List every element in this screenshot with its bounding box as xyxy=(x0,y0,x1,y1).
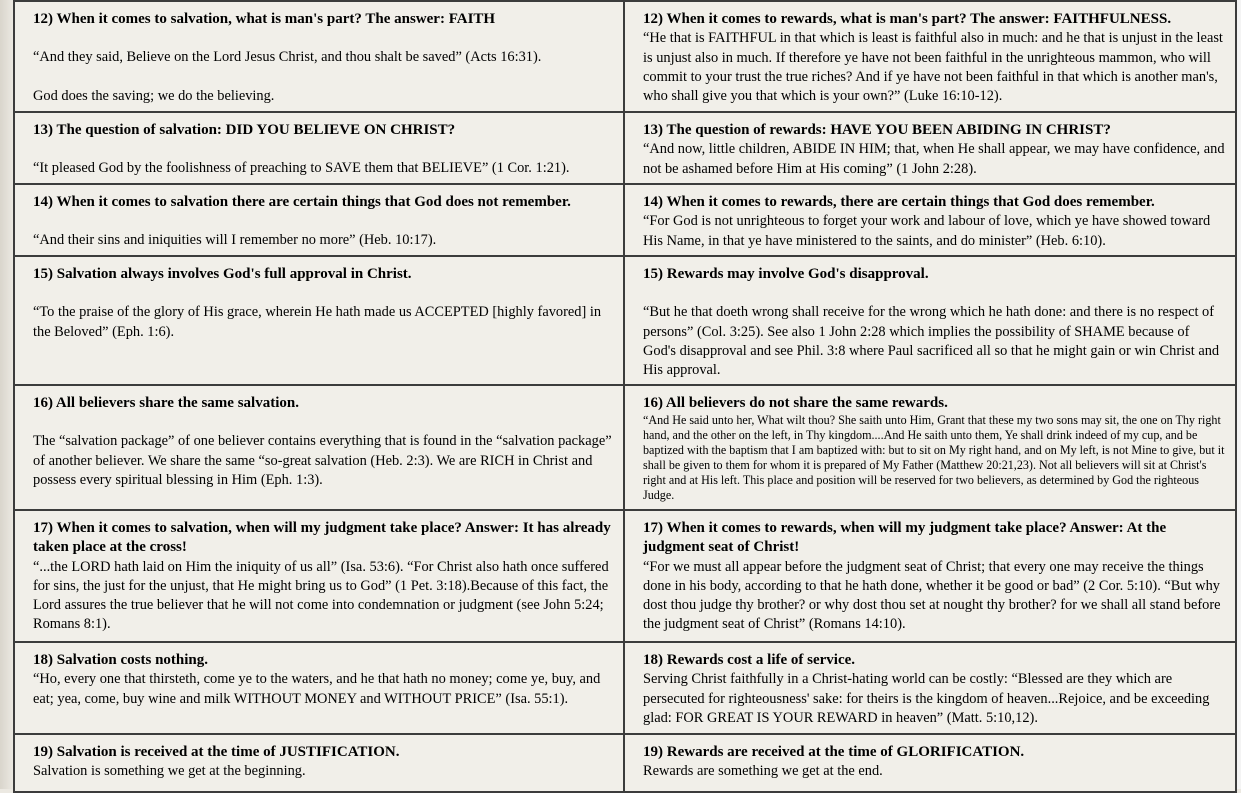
cell-heading: 13) The question of salvation: DID YOU BELIEVE ON CHRIST? xyxy=(33,122,456,138)
table-row xyxy=(14,1,1236,112)
cell-heading: 18) Salvation costs nothing. xyxy=(33,652,209,668)
cell-text: “He that is FAITHFUL in that which is least is faithful also in much: and he that is unjust in the least is unjust also in much. If therefore ye have not been faithful in the unrighteous mammon, who will commit to your trust the true riches? And if ye have not been faithful in that which is another man's, who shall give you that which is your own?” (Luke 16:10-12). xyxy=(643,30,1223,105)
cell-heading: 14) When it comes to rewards, there are certain things that God does remember. xyxy=(643,194,1155,210)
salvation-cell xyxy=(14,385,624,510)
cell-heading: 19) Salvation is received at the time of JUSTIFICATION. xyxy=(33,744,400,760)
cell-text: Salvation is something we get at the beginning. xyxy=(33,763,306,780)
cell-heading: 16) All believers do not share the same rewards. xyxy=(643,395,948,411)
salvation-cell xyxy=(14,256,624,385)
cell-heading: 16) All believers share the same salvation. xyxy=(33,395,299,411)
cell-heading: 12) When it comes to salvation, what is man's part? The answer: FAITH xyxy=(33,11,496,27)
table-row xyxy=(14,734,1236,792)
cell-text: “But he that doeth wrong shall receive for the wrong which he hath done: and there is no respect of persons” (Col. 3:25). See also 1 John 2:28 which implies the possibility of SHAME because of God's disapproval and see Phil. 3:8 where Paul sacrificed all so that he might gain or win Christ and His approval. xyxy=(643,304,1220,379)
rewards-cell xyxy=(624,385,1236,510)
cell-text: The “salvation package” of one believer contains everything that is found in the “salvation package” of another believer. We share the same “so-great salvation (Heb. 2:3). We are RICH in Christ and possess every spiritual blessing in Him (Eph. 1:3). xyxy=(33,433,612,488)
rewards-cell xyxy=(624,642,1236,734)
cell-text: Serving Christ faithfully in a Christ-hating world can be costly: “Blessed are they which are persecuted for righteousness' sake: for theirs is the kingdom of heaven...Rejoice, and be exceeding glad: FOR GREAT IS YOUR REWARD in heaven” (Matt. 5:10,12). xyxy=(643,671,1210,726)
rewards-cell xyxy=(624,112,1236,184)
salvation-cell xyxy=(14,112,624,184)
page-left-margin xyxy=(0,0,13,789)
cell-heading: 19) Rewards are received at the time of GLORIFICATION. xyxy=(643,744,1025,760)
table-row xyxy=(14,112,1236,184)
cell-text: “And now, little children, ABIDE IN HIM; that, when He shall appear, we may have confidence, and not be ashamed before Him at His coming” (1 John 2:28). xyxy=(643,141,1225,177)
cell-heading: 14) When it comes to salvation there are certain things that God does not remember. xyxy=(33,194,571,210)
table-row xyxy=(14,642,1236,734)
rewards-cell xyxy=(624,1,1236,112)
rewards-cell xyxy=(624,184,1236,256)
cell-text: “And they said, Believe on the Lord Jesus Christ, and thou shalt be saved” (Acts 16:31). xyxy=(33,49,542,66)
salvation-cell xyxy=(14,642,624,734)
cell-text: “Ho, every one that thirsteth, come ye to the waters, and he that hath no money; come ye, buy, and eat; yea, come, buy wine and milk WITHOUT MONEY and WITHOUT PRICE” (Isa. 55:1). xyxy=(33,671,601,707)
rewards-cell xyxy=(624,510,1236,642)
cell-text: “For God is not unrighteous to forget your work and labour of love, which ye have showed toward His Name, in that ye have ministered to the saints, and do minister” (Heb. 6:10). xyxy=(643,213,1211,249)
cell-heading: 15) Rewards may involve God's disapproval. xyxy=(643,266,929,282)
cell-heading: 13) The question of rewards: HAVE YOU BEEN ABIDING IN CHRIST? xyxy=(643,122,1111,138)
cell-text: “And their sins and iniquities will I remember no more” (Heb. 10:17). xyxy=(33,232,437,249)
comparison-table-container xyxy=(13,0,1235,793)
rewards-cell xyxy=(624,256,1236,385)
cell-text: “...the LORD hath laid on Him the iniquity of us all” (Isa. 53:6). “For Christ also hath once suffered for sins, the just for the unjust, that He might bring us to God” (1 Pet. 3:18).Because of this fact, the Lord assures the true believer that he will not come into condemnation or judgment (see John 5:24; Romans 8:1). xyxy=(33,558,609,633)
salvation-vs-rewards-table xyxy=(13,0,1237,793)
table-row xyxy=(14,385,1236,510)
cell-heading: 18) Rewards cost a life of service. xyxy=(643,652,856,668)
cell-text: Rewards are something we get at the end. xyxy=(643,763,883,780)
rewards-cell xyxy=(624,734,1236,792)
salvation-cell xyxy=(14,510,624,642)
salvation-cell xyxy=(14,1,624,112)
table-row xyxy=(14,184,1236,256)
table-row xyxy=(14,510,1236,642)
cell-heading: 17) When it comes to rewards, when will my judgment take place? Answer: At the judgment seat of Christ! xyxy=(643,520,1167,556)
cell-text: “It pleased God by the foolishness of preaching to SAVE them that BELIEVE” (1 Cor. 1:21). xyxy=(33,160,570,177)
cell-text: “And He said unto her, What wilt thou? She saith unto Him, Grant that these my two sons may sit, the one on Thy right hand, and the other on the left, in Thy kingdom....And He saith unto them, Ye shall drink indeed of my cup, and be baptized with the baptism that I am baptized with: but to sit on My right hand, and on My left, is not Mine to give, but it shall be given to them for whom it is prepared of My Father (Matthew 20:21,23). Not all believers will sit at Christ's right and at His left. This place and position will be reserved for two believers, as determined by God the righteous Judge. xyxy=(643,413,1225,503)
salvation-cell xyxy=(14,184,624,256)
cell-text: God does the saving; we do the believing. xyxy=(33,87,275,104)
cell-heading: 17) When it comes to salvation, when will my judgment take place? Answer: It has already taken place at the cross! xyxy=(33,520,611,556)
table-row xyxy=(14,256,1236,385)
salvation-cell xyxy=(14,734,624,792)
cell-heading: 15) Salvation always involves God's full approval in Christ. xyxy=(33,266,412,282)
cell-text: “To the praise of the glory of His grace, wherein He hath made us ACCEPTED [highly favored] in the Beloved” (Eph. 1:6). xyxy=(33,304,602,340)
cell-heading: 12) When it comes to rewards, what is man's part? The answer: FAITHFULNESS. xyxy=(643,11,1172,27)
cell-text: “For we must all appear before the judgment seat of Christ; that every one may receive the things done in his body, according to that he hath done, whether it be good or bad” (2 Cor. 5:10). “But why dost thou judge thy brother? or why dost thou set at nought thy brother? for we shall all stand before the judgment seat of Christ” (Romans 14:10). xyxy=(643,558,1221,633)
